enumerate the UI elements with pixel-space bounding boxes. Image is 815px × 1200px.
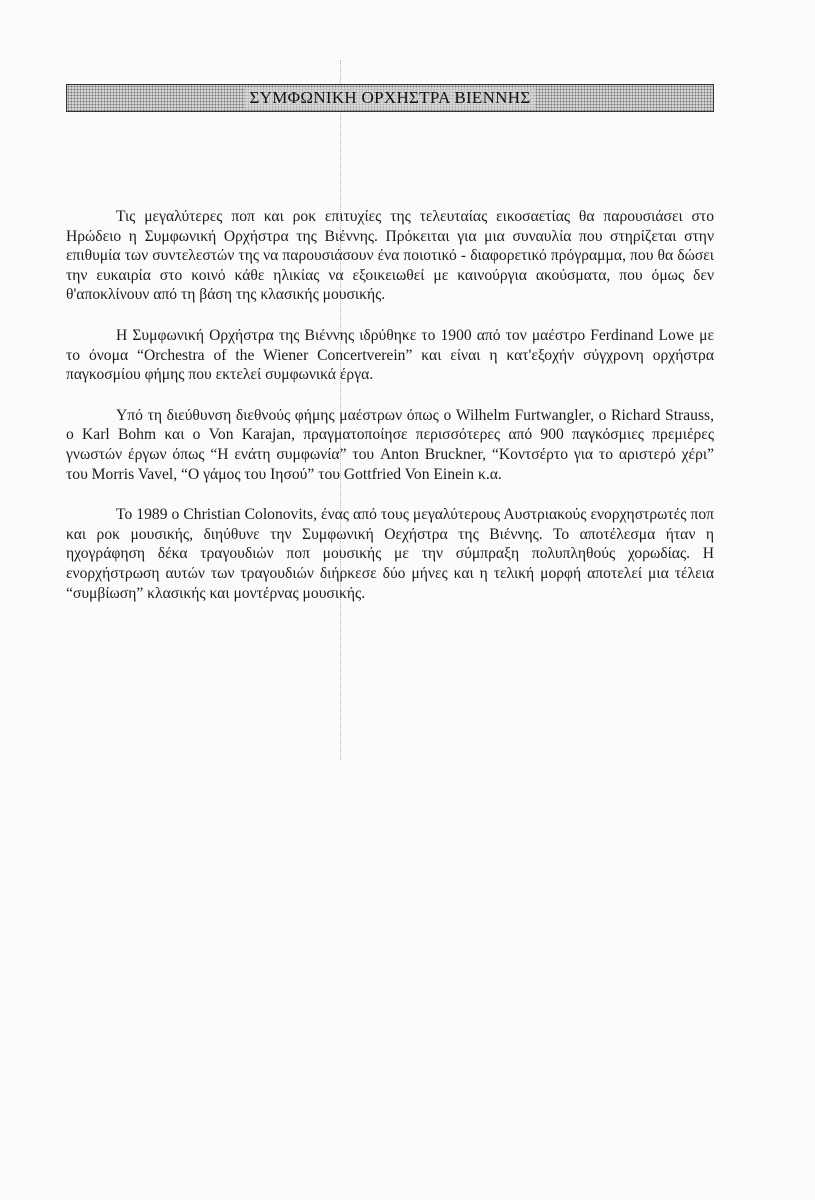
title-banner xyxy=(66,84,714,112)
paragraph-conductors: Υπό τη διεύθυνση διεθνούς φήμης μαέστρων όπως ο Wilhelm Furtwangler, o Richard Strauss, ο Karl Bohm και ο Von Karajan, πραγματοποίησε περισσότερες από 900 παγκόσμιες πρεμιέρες γνωστών έργων όπως “Η ενάτη συμφωνία” του Anton Bruckner, “Κοντσέρτο για το αριστερό χέρι” του Morris Vavel, “Ο γάμος του Ιησού” του Gottfried Von Einein κ.α. xyxy=(66,406,714,483)
reverse-side-show-through xyxy=(95,625,715,703)
paragraph-intro: Τις μεγαλύτερες ποπ και ροκ επιτυχίες της τελευταίας εικοσαετίας θα παρουσιάσει στο Ηρώδειο η Συμφωνική Ορχήστρα της Βιέννης. Πρόκειται για μια συναυλία που στηρίζεται στην επιθυμία των συντελεστών της να παρουσιάσουν ένα ποιοτικό - διαφορετικό πρόγραμμα, που θα δώσει την ευκαιρία στο κοινό κάθε ηλικίας να εξοικειωθεί με καινούργια ακούσματα, που όμως δεν θ'αποκλίνουν από τη βάση της κλασικής μουσικής. xyxy=(66,208,714,304)
article-body xyxy=(66,207,714,624)
document-title: ΣΥΜΦΩΝΙΚΗ ΟΡΧΗΣΤΡΑ ΒΙΕΝΝΗΣ xyxy=(245,87,534,109)
paragraph-colonovits: Το 1989 ο Christian Colonovits, ένας από τους μεγαλύτερους Αυστριακούς ενορχηστρωτές ποπ και ροκ μουσικής, διηύθυνε την Συμφωνική Οεχήστρα της Βιέννης. Το αποτέλεσμα ήταν η ηχογράφηση δέκα τραγουδιών ποπ μουσικής με την σύμπραξη πολυπληθούς χορωδίας. Η ενορχήστρωση αυτών των τραγουδιών διήρκεσε δύο μήνες και η τελική μορφή αποτελεί μια τέλεια “συμβίωση” κλασικής και μοντέρνας μουσικής. xyxy=(66,506,714,602)
paragraph-history: Η Συμφωνική Ορχήστρα της Βιέννης ιδρύθηκε το 1900 από τον μαέστρο Ferdinand Lowe με το όνομα “Orchestra of the Wiener Concertverein” και είναι η κατ'εξοχήν σύγχρονη ορχήστρα παγκοσμίου φήμης που εκτελεί συμφωνικά έργα. xyxy=(66,326,714,384)
